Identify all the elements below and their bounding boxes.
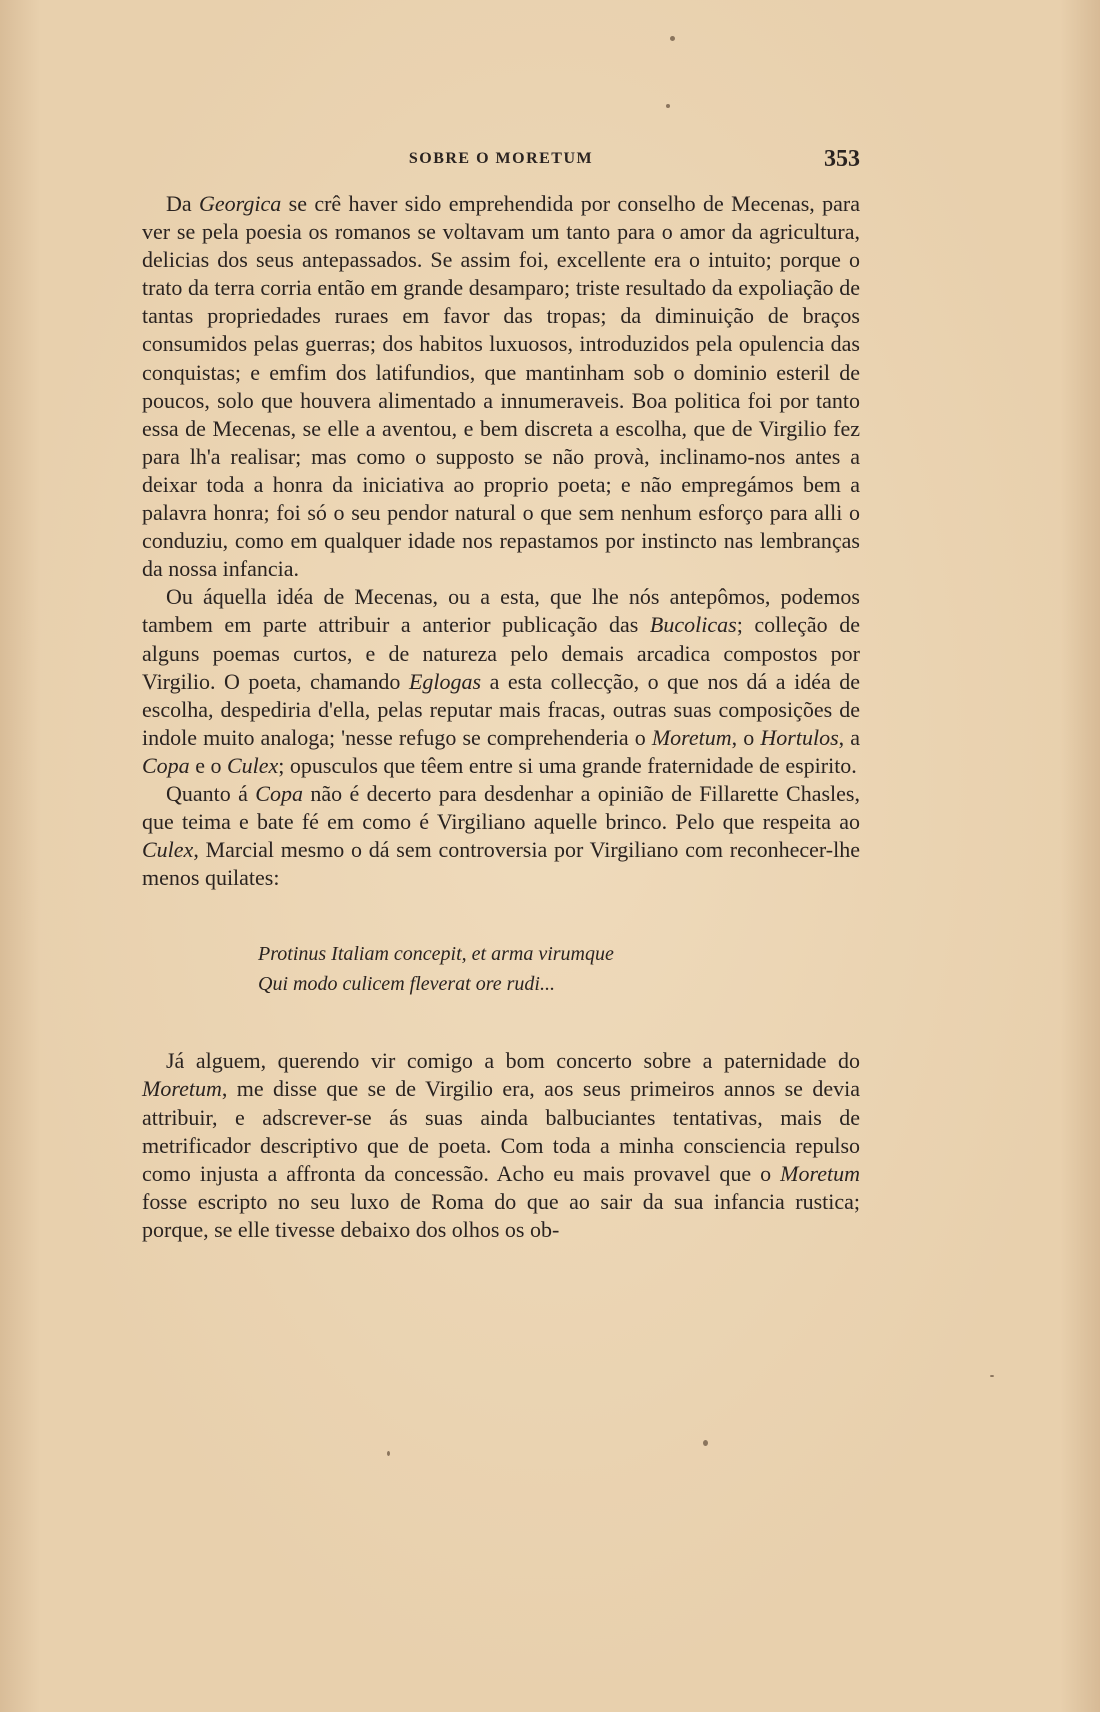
text-run: , Marcial mesmo o dá sem controversia por Virgiliano com reconhecer-lhe menos quilates:: [142, 837, 860, 891]
paragraph: [142, 583, 860, 780]
verse-quotation: [258, 939, 860, 999]
body-text: [142, 190, 860, 1244]
paper-speck: [703, 1440, 708, 1446]
verse-line: Protinus Italiam concepit, et arma virumque: [258, 943, 614, 966]
text-run: ; colleção de alguns poemas curtos, e de natureza pelo demais arcadica compostos por Virgilio. O poeta, chamando: [142, 612, 860, 694]
paper-speck: [666, 104, 670, 108]
italic-title: Culex: [142, 837, 194, 863]
text-run: fosse escripto no seu luxo de Roma do que ao sair da sua infancia rustica; porque, se elle tivesse debaixo dos olhos os ob-: [142, 1188, 860, 1242]
text-run: se crê haver sido emprehendida por conselho de Mecenas, para ver se pela poesia os romanos se voltavam um tanto para o amor da agricultura, delicias dos seus antepassados. Se assim foi, excellente era o intuito; porque o trato da terra corria então em grande desamparo; triste resultado da expoliação de tantas propriedades ruraes em favor das tropas; da diminuição de braços consumidos pelas guerras; dos habitos luxuosos, introduzidos pela opulencia das conquistas; e emfim dos latifundios, que mantinham sob o dominio esteril de poucos, solo que houvera alimentado a innumeraveis. Boa politica foi por tanto essa de Mecenas, se elle a aventou, e bem discreta a escolha, que de Virgilio fez para lh'a realisar; mas como o supposto se não provà, inclinamo-nos antes a deixar toda a honra da iniciativa ao proprio poeta; e não empregámos bem a palavra honra; foi só o seu pendor natural o que sem nenhum esforço para alli o conduziu, como em qualquer idade nos repastamos por instincto nas lembranças da nossa infancia.: [142, 191, 860, 582]
paragraph: [142, 190, 860, 583]
text-run: , a: [838, 724, 861, 750]
italic-title: Moretum: [651, 724, 732, 750]
text-run: , o: [731, 724, 761, 750]
page-number: 353: [824, 146, 860, 172]
italic-title: Georgica: [199, 191, 282, 216]
italic-title: Copa: [255, 780, 303, 806]
italic-title: Hortulos: [760, 724, 839, 750]
verse-line: Qui modo culicem fleverat ore rudi...: [258, 973, 555, 996]
text-run: Já alguem, querendo vir comigo a bom concerto sobre a paternidade do: [166, 1048, 860, 1074]
italic-title: Eglogas: [408, 668, 482, 694]
italic-title: Moretum: [780, 1160, 860, 1186]
text-run: Quanto á: [166, 780, 256, 806]
page-header: [142, 146, 860, 180]
paper-speck: [990, 1375, 994, 1377]
text-run: ; opusculos que têem entre si uma grande fraternidade de espirito.: [278, 752, 857, 778]
closing-paragraph: [142, 1047, 860, 1244]
paper-speck: [387, 1451, 390, 1456]
paragraph: [142, 780, 860, 892]
running-title: SOBRE O MORETUM: [408, 150, 594, 167]
paper-speck: [670, 36, 675, 41]
text-run: , me disse que se de Virgilio era, aos seus primeiros annos se devia attribuir, e adscrever-se ás suas ainda balbuciantes tentativas, mais de metrificador descriptivo que de poeta. Com toda a minha consciencia repulso como injusta a affronta da concessão. Acho eu mais provavel que o: [142, 1076, 860, 1186]
italic-title: Culex: [226, 752, 279, 778]
text-run: a esta collecção, o que nos dá a idéa de escolha, despediria d'ella, pelas reputar mais fracas, outras suas composições de indole muito analoga; 'nesse refugo se comprehenderia o: [142, 668, 861, 750]
italic-title: Copa: [142, 752, 190, 778]
text-run: Ou áquella idéa de Mecenas, ou a esta, que lhe nós antepômos, podemos tambem em parte attribuir a anterior publicação das: [142, 584, 860, 638]
text-run: Da: [166, 191, 200, 216]
text-run: não é decerto para desdenhar a opinião de Fillarette Chasles, que teima e bate fé em como é Virgiliano aquelle brinco. Pelo que respeita ao: [142, 780, 860, 835]
italic-title: Bucolicas: [649, 612, 737, 638]
text-run: e o: [189, 752, 227, 778]
italic-title: Moretum: [142, 1076, 222, 1102]
